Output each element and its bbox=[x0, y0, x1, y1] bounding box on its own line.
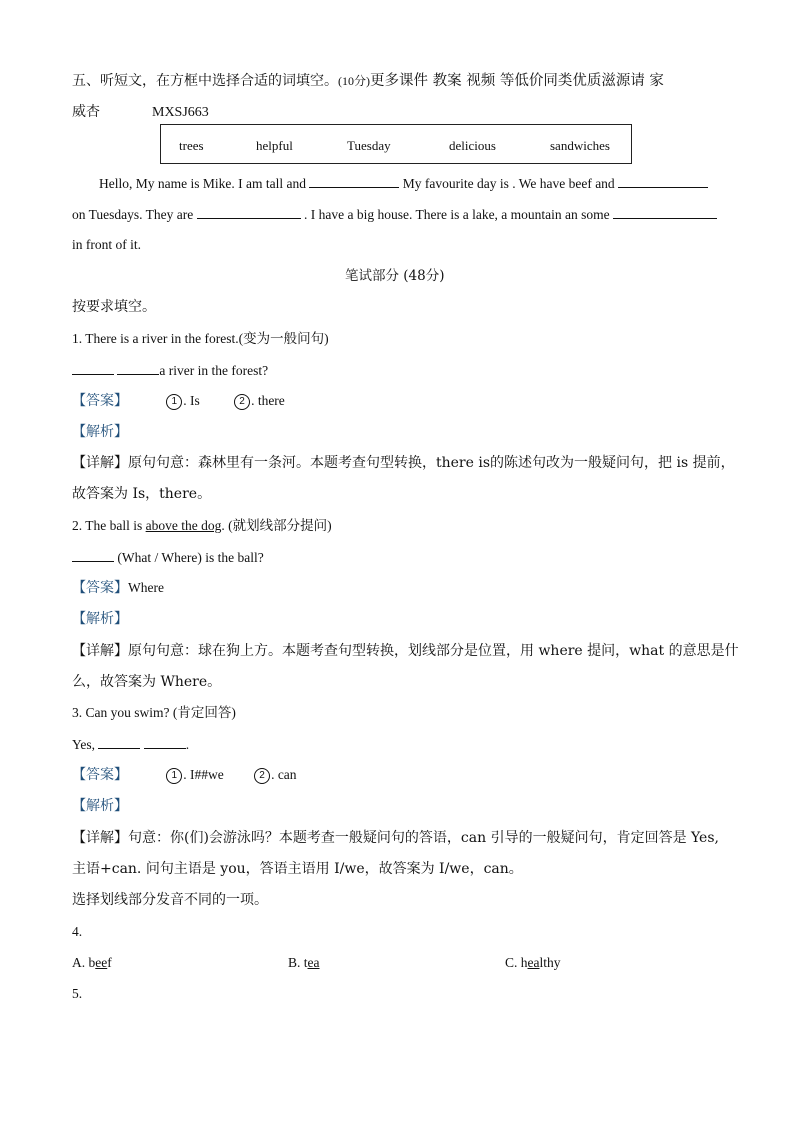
q2-text: . (就划线部分提问) bbox=[221, 518, 332, 533]
instruction-pronunciation: 选择划线部分发音不同的一项。 bbox=[72, 892, 268, 908]
q1-fill-text: a river in the forest? bbox=[159, 363, 269, 378]
q2-question bbox=[72, 518, 332, 534]
q1-answer bbox=[72, 393, 285, 410]
option-underlined: ea bbox=[307, 955, 320, 970]
q4-option-a bbox=[72, 955, 112, 971]
q2-fill bbox=[72, 549, 264, 566]
detail-label: 【详解】 bbox=[72, 455, 128, 471]
option-underlined: ea bbox=[527, 955, 540, 970]
circled-number-icon: 1 bbox=[166, 394, 182, 410]
q3-analysis-label: 【解析】 bbox=[72, 798, 128, 814]
q1-question: 1. There is a river in the forest.(变为一般问句) bbox=[72, 331, 329, 346]
section-title: 笔试部分 (48分) bbox=[345, 268, 445, 284]
option-tail: lthy bbox=[539, 955, 561, 970]
word-option: sandwiches bbox=[550, 138, 610, 153]
q1-detail-2: 故答案为 Is，there。 bbox=[72, 486, 212, 502]
q3-answer bbox=[72, 767, 297, 784]
option-label: C. h bbox=[505, 955, 528, 970]
word-option: Tuesday bbox=[347, 138, 391, 153]
passage-text: My favourite day is . We have beef and bbox=[402, 176, 615, 191]
answer-value: . can bbox=[271, 767, 297, 782]
blank bbox=[117, 362, 159, 375]
passage-line-3: in front of it. bbox=[72, 237, 141, 252]
title-line2: 威杏 bbox=[72, 104, 100, 120]
detail-text: 原句句意：球在狗上方。本题考查句型转换，划线部分是位置，用 where 提问，what 的意思是什 bbox=[128, 643, 739, 659]
q2-detail-2: 么，故答案为 Where。 bbox=[72, 674, 222, 690]
answer-value: . Is bbox=[183, 393, 200, 408]
blank bbox=[618, 175, 708, 188]
passage-line-1 bbox=[99, 175, 708, 192]
blank bbox=[613, 206, 717, 219]
blank bbox=[72, 549, 114, 562]
blank bbox=[309, 175, 399, 188]
q2-text: 2. The ball is bbox=[72, 518, 146, 533]
instruction-fill: 按要求填空。 bbox=[72, 299, 156, 315]
passage-line-2 bbox=[72, 206, 717, 223]
q2-underlined: above the dog bbox=[145, 518, 222, 533]
q2-fill-text: (What / Where) is the ball? bbox=[117, 550, 264, 565]
section-five-title bbox=[72, 73, 664, 90]
passage-text: Hello, My name is Mike. I am tall and bbox=[99, 176, 306, 191]
word-box bbox=[160, 124, 632, 164]
title-text: 五、听短文，在方框中选择合适的词填空。 bbox=[72, 73, 338, 89]
title-points: (10分) bbox=[338, 74, 370, 88]
detail-text: 原句句意：森林里有一条河。本题考查句型转换，there is的陈述句改为一般疑问句，把 is 提前， bbox=[128, 455, 735, 471]
blank bbox=[197, 206, 301, 219]
blank bbox=[144, 736, 186, 749]
word-option: trees bbox=[179, 138, 204, 153]
q4-option-b bbox=[288, 955, 320, 971]
passage-text: on Tuesdays. They are bbox=[72, 207, 194, 222]
answer-label: 【答案】 bbox=[72, 393, 128, 409]
q1-detail-1 bbox=[72, 455, 735, 472]
blank bbox=[72, 362, 114, 375]
q3-fill-text: Yes, bbox=[72, 737, 96, 752]
option-underlined: ee bbox=[95, 955, 108, 970]
circled-number-icon: 1 bbox=[166, 768, 182, 784]
word-option: helpful bbox=[256, 138, 293, 153]
answer-value: Where bbox=[128, 580, 164, 595]
detail-text: 句意：你(们)会游泳吗？本题考查一般疑问句的答语，can 引导的一般疑问句，肯定回答是 Yes, bbox=[128, 830, 719, 846]
q1-fill bbox=[72, 362, 268, 379]
option-tail: f bbox=[107, 955, 112, 970]
q3-detail-2: 主语+can. 问句主语是 you，答语主语用 I/we，故答案为 I/we，can。 bbox=[72, 861, 523, 877]
q4-number: 4. bbox=[72, 924, 83, 939]
passage-text: . I have a big house. There is a lake, a mountain an some bbox=[304, 207, 610, 222]
detail-label: 【详解】 bbox=[72, 643, 128, 659]
detail-label: 【详解】 bbox=[72, 830, 128, 846]
q3-fill: Yes, . bbox=[72, 737, 190, 752]
q5-number: 5. bbox=[72, 986, 83, 1001]
word-option: delicious bbox=[449, 138, 496, 153]
blank bbox=[98, 736, 140, 749]
option-label: B. t bbox=[288, 955, 308, 970]
title-code: MXSJ663 bbox=[152, 105, 209, 120]
option-label: A. b bbox=[72, 955, 96, 970]
answer-label: 【答案】 bbox=[72, 580, 128, 596]
answer-value: . there bbox=[251, 393, 285, 408]
q2-answer bbox=[72, 580, 164, 597]
q3-question: 3. Can you swim? (肯定回答) bbox=[72, 705, 236, 720]
circled-number-icon: 2 bbox=[254, 768, 270, 784]
answer-value: . I##we bbox=[183, 767, 224, 782]
q2-analysis-label: 【解析】 bbox=[72, 611, 128, 627]
circled-number-icon: 2 bbox=[234, 394, 250, 410]
q3-detail-1 bbox=[72, 830, 719, 847]
q1-analysis-label: 【解析】 bbox=[72, 424, 128, 440]
title-promo: 更多课件 教案 视频 等低价同类优质滋源请 家 bbox=[370, 73, 664, 89]
answer-label: 【答案】 bbox=[72, 767, 128, 783]
q4-option-c bbox=[505, 955, 561, 971]
q2-detail-1 bbox=[72, 643, 739, 660]
